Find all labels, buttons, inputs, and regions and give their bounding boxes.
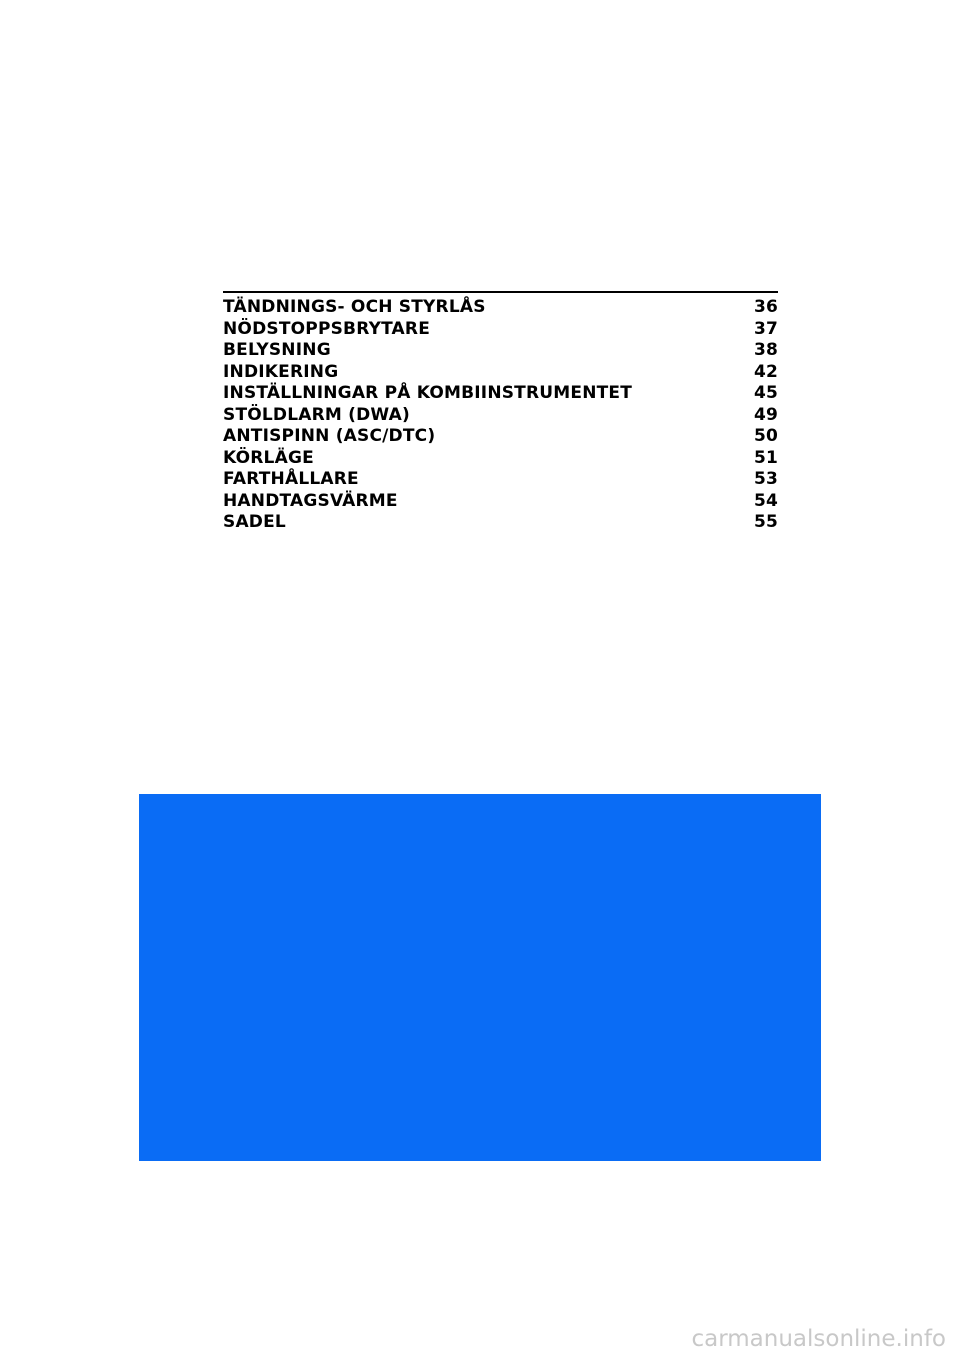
toc-entry-title: STÖLDLARM (DWA) <box>223 404 410 425</box>
toc-entry-title: INSTÄLLNINGAR PÅ KOMBIINSTRUMENTET <box>223 383 633 403</box>
toc-entry-title: FARTHÅLLARE <box>223 469 359 489</box>
toc-entry[interactable] <box>223 405 778 427</box>
toc-entry-page: 37 <box>753 318 778 339</box>
toc-entry-title: ANTISPINN (ASC/DTC) <box>223 426 436 446</box>
toc-entry-page: 55 <box>753 512 778 532</box>
toc-entry[interactable] <box>223 512 778 534</box>
toc-entry[interactable] <box>223 297 778 319</box>
toc-entry[interactable] <box>223 469 778 491</box>
toc-entry-page: 53 <box>753 469 778 489</box>
toc-entry-page: 49 <box>753 404 778 425</box>
toc-entry[interactable] <box>223 426 778 448</box>
toc-entry-title: BELYSNING <box>223 340 331 360</box>
toc-entry-page: 36 <box>753 297 778 317</box>
toc-entry-title: SADEL <box>223 512 286 532</box>
toc-entry[interactable] <box>223 340 778 362</box>
toc-entry-page: 45 <box>753 383 778 403</box>
table-of-contents <box>223 291 778 534</box>
toc-entry[interactable] <box>223 319 778 341</box>
toc-entry[interactable] <box>223 383 778 405</box>
toc-entry-page: 54 <box>753 490 778 511</box>
watermark: carmanualsonline.info <box>691 1326 946 1352</box>
toc-entry-title: NÖDSTOPPSBRYTARE <box>223 318 431 339</box>
toc-entry-title: INDIKERING <box>223 361 339 382</box>
toc-entry[interactable] <box>223 448 778 470</box>
toc-entry-title: HANDTAGSVÄRME <box>223 490 398 511</box>
toc-entry-page: 38 <box>753 340 778 360</box>
toc-entry-page: 42 <box>753 361 778 382</box>
toc-entry-page: 51 <box>753 447 778 468</box>
toc-entry-title: TÄNDNINGS- OCH STYRLÅS <box>223 297 486 317</box>
toc-entry[interactable] <box>223 362 778 384</box>
toc-entry-page: 50 <box>753 426 778 446</box>
blue-panel <box>139 794 821 1161</box>
toc-entry[interactable] <box>223 491 778 513</box>
toc-entry-title: KÖRLÄGE <box>223 447 314 468</box>
